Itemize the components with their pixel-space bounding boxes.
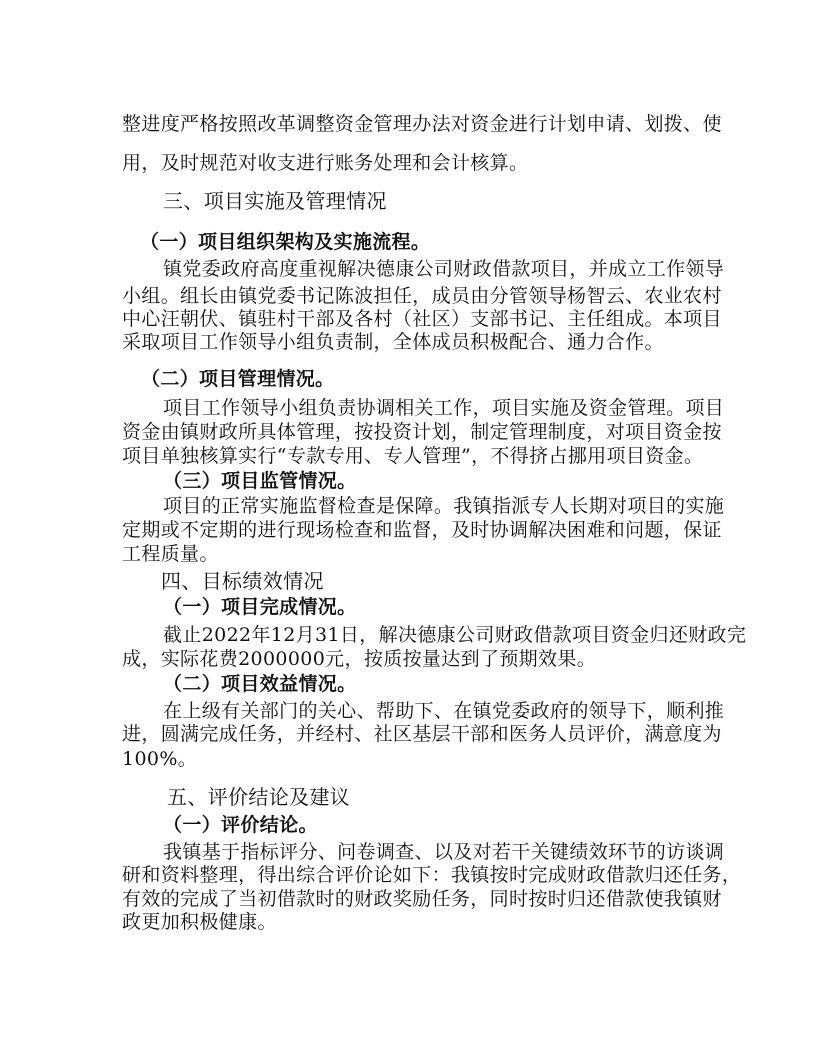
paragraph-line: 小组。组长由镇党委书记陈波担任，成员由分管领导杨智云、农业农村 — [122, 285, 722, 307]
paragraph-line: 我镇基于指标评分、问卷调查、以及对若干关键绩效环节的访谈调 — [163, 841, 725, 863]
paragraph-line: 镇党委政府高度重视解决德康公司财政借款项目，并成立工作领导 — [163, 258, 725, 280]
section-heading: 五、评价结论及建议 — [167, 785, 351, 809]
paragraph-line: 定期或不定期的进行现场检查和监督，及时协调解决困难和问题，保证 — [122, 519, 722, 541]
paragraph-line: 用，及时规范对收支进行账务处理和会计核算。 — [122, 152, 529, 174]
subsection-heading: （二）项目管理情况。 — [141, 368, 335, 390]
subsection-heading: （一）项目组织架构及实施流程。 — [140, 231, 431, 253]
paragraph-line: 进，圆满完成任务，并经村、社区基层干部和医务人员评价，满意度为 — [122, 723, 722, 745]
paragraph-line: 项目单独核算实行“专款专用、专人管理”，不得挤占挪用项目资金。 — [122, 445, 704, 467]
section-heading: 四、目标绩效情况 — [161, 569, 324, 593]
paragraph-line: 研和资料整理，得出综合评价论如下：我镇按时完成财政借款归还任务， — [122, 864, 742, 886]
paragraph-line: 截止2022年12月31日，解决德康公司财政借款项目资金归还财政完 — [163, 624, 747, 646]
subsection-heading: （一）项目完成情况。 — [163, 596, 357, 618]
subsection-heading: （二）项目效益情况。 — [163, 673, 357, 695]
paragraph-line: 有效的完成了当初借款时的财政奖励任务，同时按时归还借款使我镇财 — [122, 888, 722, 910]
paragraph-line: 在上级有关部门的关心、帮助下、在镇党委政府的领导下，顺利推 — [163, 700, 725, 722]
section-heading: 三、项目实施及管理情况 — [163, 189, 387, 213]
subsection-heading: （一）评价结论。 — [163, 814, 318, 836]
subsection-heading: （三）项目监管情况。 — [163, 470, 357, 492]
paragraph-line: 资金由镇财政所具体管理，按投资计划，制定管理制度，对项目资金按 — [122, 421, 722, 443]
paragraph-line: 100%。 — [122, 748, 198, 770]
paragraph-line: 政更加积极健康。 — [122, 911, 277, 933]
paragraph-line: 中心汪朝伏、镇驻村干部及各村（社区）支部书记、主任组成。本项目 — [122, 308, 722, 330]
paragraph-line: 成，实际花费2000000元，按质按量达到了预期效果。 — [122, 648, 597, 670]
paragraph-line: 项目的正常实施监督检查是保障。我镇指派专人长期对项目的实施 — [163, 495, 725, 517]
paragraph-line: 工程质量。 — [122, 543, 219, 565]
paragraph-line: 项目工作领导小组负责协调相关工作，项目实施及资金管理。项目 — [163, 397, 725, 419]
paragraph-line: 采取项目工作领导小组负责制，全体成员积极配合、通力合作。 — [122, 331, 664, 353]
paragraph-line: 整进度严格按照改革调整资金管理办法对资金进行计划申请、划拨、使 — [122, 113, 722, 135]
